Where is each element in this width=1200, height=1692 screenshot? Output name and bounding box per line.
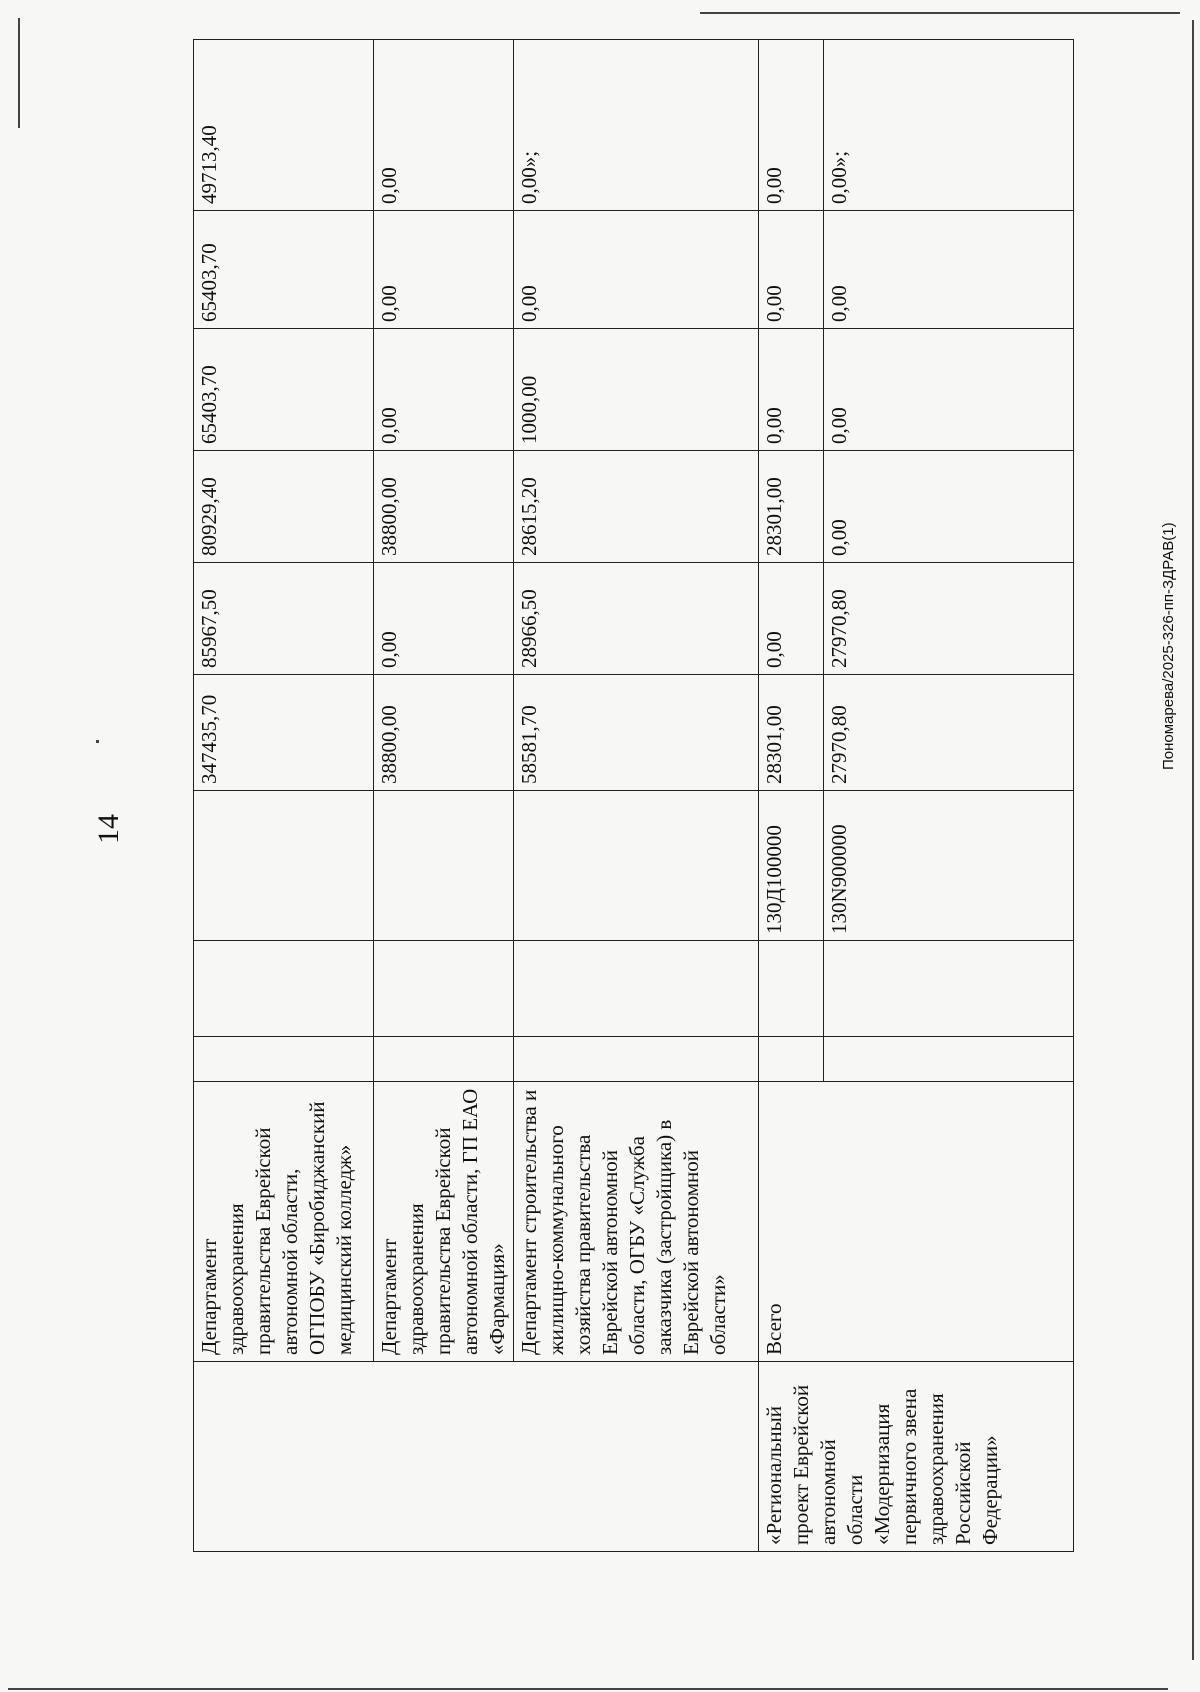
code-cell [194, 941, 374, 1037]
code-cell [194, 1037, 374, 1082]
scan-mark [96, 740, 99, 743]
executor-cell: Департамент здравоохранения правительства Еврейской автономной области, ОГПОБУ «Биробиджанский медицинский колледж» [194, 1082, 374, 1362]
executor-cell: Департамент строительства и жилищно-коммунального хозяйства правительства Еврейской автономной области, ОГБУ «Служба заказчика (застройщика) в Еврейской автономной области» [514, 1082, 759, 1362]
scan-mark [8, 1688, 1168, 1690]
table-row [374, 40, 514, 1552]
value-cell: 38800,00 [374, 451, 514, 563]
value-cell: 28301,00 [759, 675, 824, 791]
value-cell: 65403,70 [194, 329, 374, 451]
budget-code-cell [194, 791, 374, 941]
footer-document-code: Пономарева/2025-326-пп-ЗДРАВ(1) [1160, 522, 1177, 770]
value-cell: 0,00 [374, 329, 514, 451]
table-row [194, 40, 374, 1552]
value-cell: 0,00 [824, 211, 1074, 329]
value-cell: 65403,70 [194, 211, 374, 329]
code-cell [374, 941, 514, 1037]
value-cell: 1000,00 [514, 329, 759, 451]
budget-code-cell [514, 791, 759, 941]
value-cell: 347435,70 [194, 675, 374, 791]
value-cell: 0,00 [374, 563, 514, 675]
value-cell: 49713,40 [194, 40, 374, 211]
program-cell [194, 1362, 759, 1552]
budget-table [193, 39, 1074, 1552]
code-cell [514, 941, 759, 1037]
scan-mark [18, 18, 20, 128]
value-cell: 0,00»; [514, 40, 759, 211]
page-number: 14 [92, 814, 125, 844]
table-body [194, 40, 1074, 1552]
code-cell [759, 941, 824, 1037]
value-cell: 28615,20 [514, 451, 759, 563]
value-cell: 38800,00 [374, 675, 514, 791]
value-cell: 80929,40 [194, 451, 374, 563]
value-cell: 27970,80 [824, 563, 1074, 675]
budget-code-cell: 130Д100000 [759, 791, 824, 941]
value-cell: 0,00 [824, 329, 1074, 451]
scan-mark [700, 12, 1180, 14]
program-cell: «Региональный проект Еврейской автономной области «Модернизация первичного звена здравоохранения Российской Федерации» [759, 1362, 1074, 1552]
value-cell: 85967,50 [194, 563, 374, 675]
value-cell: 28966,50 [514, 563, 759, 675]
budget-table-rotated [193, 40, 1073, 1552]
value-cell: 58581,70 [514, 675, 759, 791]
value-cell: 0,00 [824, 451, 1074, 563]
code-cell [824, 1037, 1074, 1082]
value-cell: 0,00»; [824, 40, 1074, 211]
budget-code-cell [374, 791, 514, 941]
executor-cell: Департамент здравоохранения правительства Еврейской автономной области, ГП ЕАО «Фармация» [374, 1082, 514, 1362]
code-cell [374, 1037, 514, 1082]
value-cell: 28301,00 [759, 451, 824, 563]
value-cell: 0,00 [759, 563, 824, 675]
scan-mark [1192, 20, 1194, 1660]
value-cell: 0,00 [759, 40, 824, 211]
table-row [514, 40, 759, 1552]
value-cell: 0,00 [374, 211, 514, 329]
value-cell: 27970,80 [824, 675, 1074, 791]
code-cell [514, 1037, 759, 1082]
code-cell [824, 941, 1074, 1037]
value-cell: 0,00 [514, 211, 759, 329]
budget-code-cell: 130N900000 [824, 791, 1074, 941]
value-cell: 0,00 [759, 211, 824, 329]
table-row [759, 40, 824, 1552]
code-cell [759, 1037, 824, 1082]
executor-cell: Всего [759, 1082, 1074, 1362]
value-cell: 0,00 [374, 40, 514, 211]
value-cell: 0,00 [759, 329, 824, 451]
